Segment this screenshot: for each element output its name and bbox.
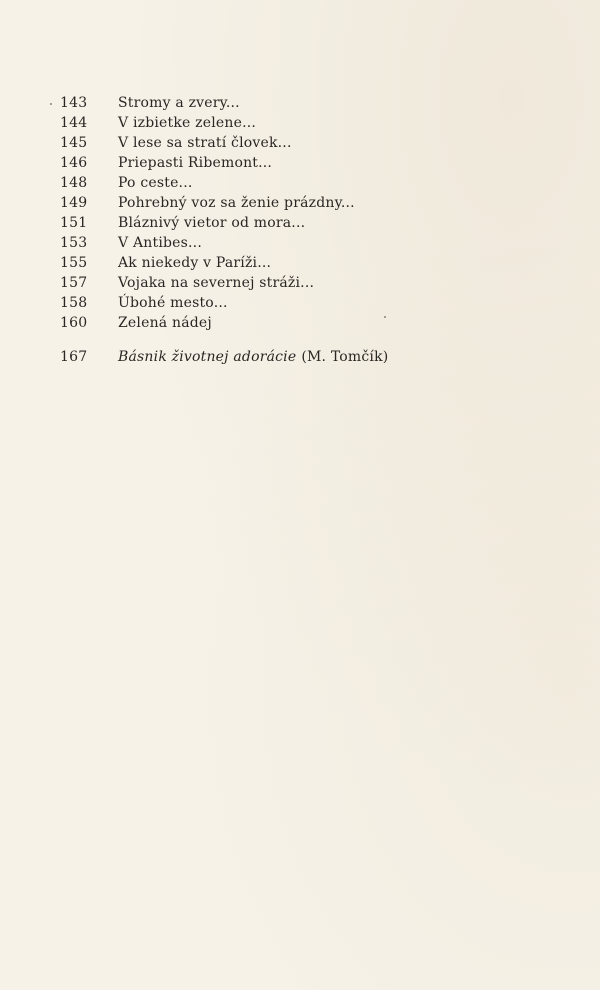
toc-page-number: 151: [60, 215, 88, 231]
toc-entry: [60, 193, 560, 213]
afterword-title: Básnik životnej adorácie: [118, 349, 297, 365]
toc-page-number: 167: [60, 349, 88, 365]
toc-entry-title: Po ceste...: [118, 175, 193, 191]
toc-page-number: 144: [60, 115, 88, 131]
toc-page-number: 153: [60, 235, 88, 251]
toc-entry: [60, 273, 560, 293]
toc-entry: [60, 173, 560, 193]
toc-page-number: 160: [60, 315, 88, 331]
toc-entry: [60, 113, 560, 133]
toc-page-number: 155: [60, 255, 88, 271]
toc-entry: [60, 153, 560, 173]
toc-entry: [60, 253, 560, 273]
toc-page-number: 149: [60, 195, 88, 211]
toc-entry: [60, 293, 560, 313]
toc-page-number: 158: [60, 295, 88, 311]
toc-entry-title: Pohrebný voz sa ženie prázdny...: [118, 195, 355, 211]
toc-entry-title: Stromy a zvery...: [118, 95, 240, 111]
toc-page-number: 157: [60, 275, 88, 291]
toc-entry-afterword: [60, 347, 560, 367]
print-speck: [50, 103, 52, 105]
toc-entry-title: V Antibes...: [118, 235, 202, 251]
toc-page-number: 148: [60, 175, 88, 191]
toc-entry-title: Bláznivý vietor od mora...: [118, 215, 306, 231]
toc-entry: [60, 313, 560, 333]
toc-entry-title: V izbietke zelene...: [118, 115, 257, 131]
table-of-contents: [60, 93, 560, 367]
toc-entry-title: Priepasti Ribemont...: [118, 155, 273, 171]
toc-entry: [60, 233, 560, 253]
toc-entry-title: Ak niekedy v Paríži...: [118, 255, 272, 271]
toc-entry: [60, 93, 560, 113]
toc-page-number: 146: [60, 155, 88, 171]
print-speck: [384, 316, 386, 318]
toc-entry-title: [118, 347, 388, 367]
toc-entry: [60, 213, 560, 233]
toc-entry-title: Úbohé mesto...: [118, 295, 228, 311]
toc-entry-title: Zelená nádej: [118, 315, 212, 331]
afterword-author: (M. Tomčík): [301, 349, 389, 365]
toc-page-number: 145: [60, 135, 88, 151]
toc-entry-title: Vojaka na severnej stráži...: [118, 275, 315, 291]
toc-entry: [60, 133, 560, 153]
toc-entry-title: V lese sa stratí človek...: [118, 135, 292, 151]
toc-page-number: 143: [60, 95, 88, 111]
